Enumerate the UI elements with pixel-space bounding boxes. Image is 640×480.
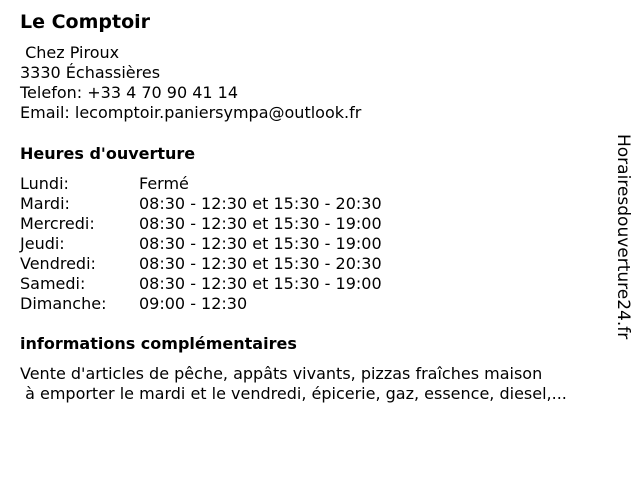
info-text (20, 364, 567, 404)
time-value: Fermé (139, 174, 189, 193)
email-line: Email: lecomptoir.paniersympa@outlook.fr (20, 103, 362, 122)
time-value: 08:30 - 12:30 et 15:30 - 19:00 (139, 214, 382, 233)
time-value: 09:00 - 12:30 (139, 294, 248, 313)
info-line-2: à emporter le mardi et le vendredi, épicerie, gaz, essence, diesel,... (20, 384, 567, 403)
day-label: Dimanche: (20, 294, 107, 313)
time-value: 08:30 - 12:30 et 15:30 - 20:30 (139, 254, 382, 273)
day-label: Jeudi: (20, 234, 65, 253)
day-label: Lundi: (20, 174, 69, 193)
time-value: 08:30 - 12:30 et 15:30 - 19:00 (139, 234, 382, 253)
time-value: 08:30 - 12:30 et 15:30 - 19:00 (139, 274, 382, 293)
info-heading: informations complémentaires (20, 334, 297, 353)
site-watermark: Horairesdouverture24.fr (613, 134, 633, 340)
business-name: Le Comptoir (20, 11, 151, 33)
day-label: Mardi: (20, 194, 70, 213)
day-label: Samedi: (20, 274, 86, 293)
address-line-2: 3330 Échassières (20, 63, 161, 82)
info-line-1: Vente d'articles de pêche, appâts vivants, pizzas fraîches maison (20, 364, 543, 383)
day-label: Mercredi: (20, 214, 95, 233)
address-line-1: Chez Piroux (20, 43, 120, 62)
day-label: Vendredi: (20, 254, 96, 273)
time-value: 08:30 - 12:30 et 15:30 - 20:30 (139, 194, 382, 213)
address-block (20, 43, 361, 123)
phone-line: Telefon: +33 4 70 90 41 14 (20, 83, 239, 102)
hours-heading: Heures d'ouverture (20, 144, 196, 163)
